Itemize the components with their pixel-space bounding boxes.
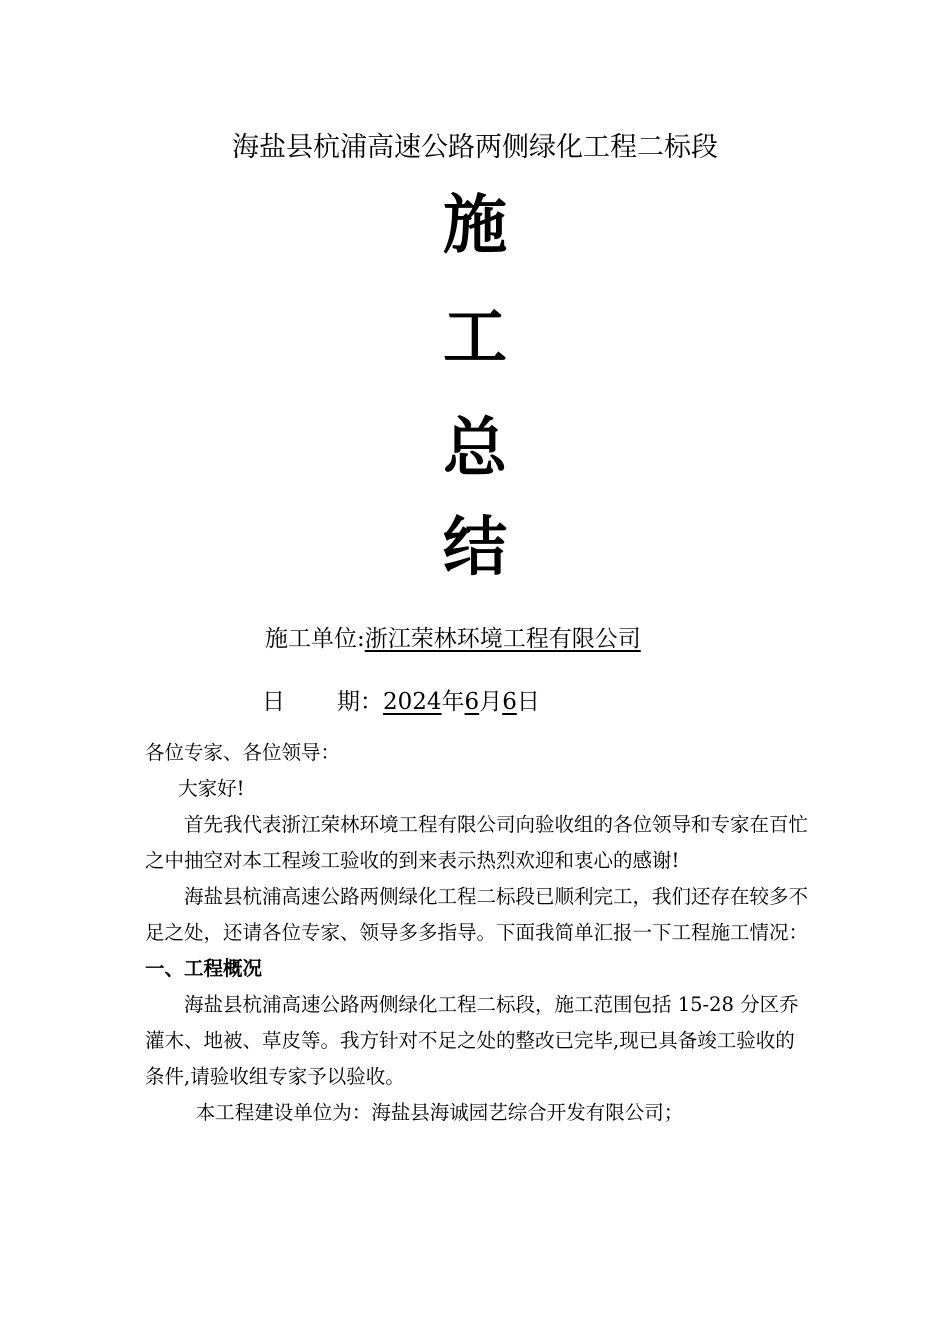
paragraph-completion: 海盐县杭浦高速公路两侧绿化工程二标段已顺利完工，我们还存在较多不足之处，还请各位专家、领导多多指导。下面我简单汇报一下工程施工情况： [145,885,809,944]
greeting: 大家好! [178,777,245,800]
contractor-line [265,622,641,656]
date-day-unit: 日 [516,689,540,715]
doc-title-char-2: 工 [443,300,507,375]
date-label-2: 期： [337,689,383,715]
doc-title-char-4: 结 [443,510,507,585]
doc-title-char-3: 总 [443,411,507,486]
doc-title-char-1: 施 [443,188,507,263]
date-line [262,685,540,719]
section-heading-overview: 一、工程概况 [145,957,263,980]
date-label-1: 日 [262,689,285,715]
paragraph-owner: 本工程建设单位为：海盐县海诚园艺综合开发有限公司； [195,1101,684,1124]
salutation: 各位专家、各位领导： [145,741,341,764]
date-year: 2024 [383,689,442,715]
date-year-unit: 年 [441,689,465,715]
project-title: 海盐县杭浦高速公路两侧绿化工程二标段 [232,132,718,163]
paragraph-intro: 首先我代表浙江荣林环境工程有限公司向验收组的各位领导和专家在百忙之中抽空对本工程竣工验收的到来表示热烈欢迎和衷心的感谢! [145,813,809,872]
date-month: 6 [464,689,480,715]
date-day: 6 [502,689,517,715]
contractor-label: 施工单位: [265,626,365,652]
date-month-unit: 月 [479,689,503,715]
paragraph-overview: 海盐县杭浦高速公路两侧绿化工程二标段，施工范围包括 15-28 分区乔灌木、地被、草皮等。我方针对不足之处的整改已完毕,现已具备竣工验收的条件,请验收组专家予以验收。 [145,993,799,1088]
contractor-name: 浙江荣林环境工程有限公司 [364,626,641,652]
report-body [145,735,810,1131]
